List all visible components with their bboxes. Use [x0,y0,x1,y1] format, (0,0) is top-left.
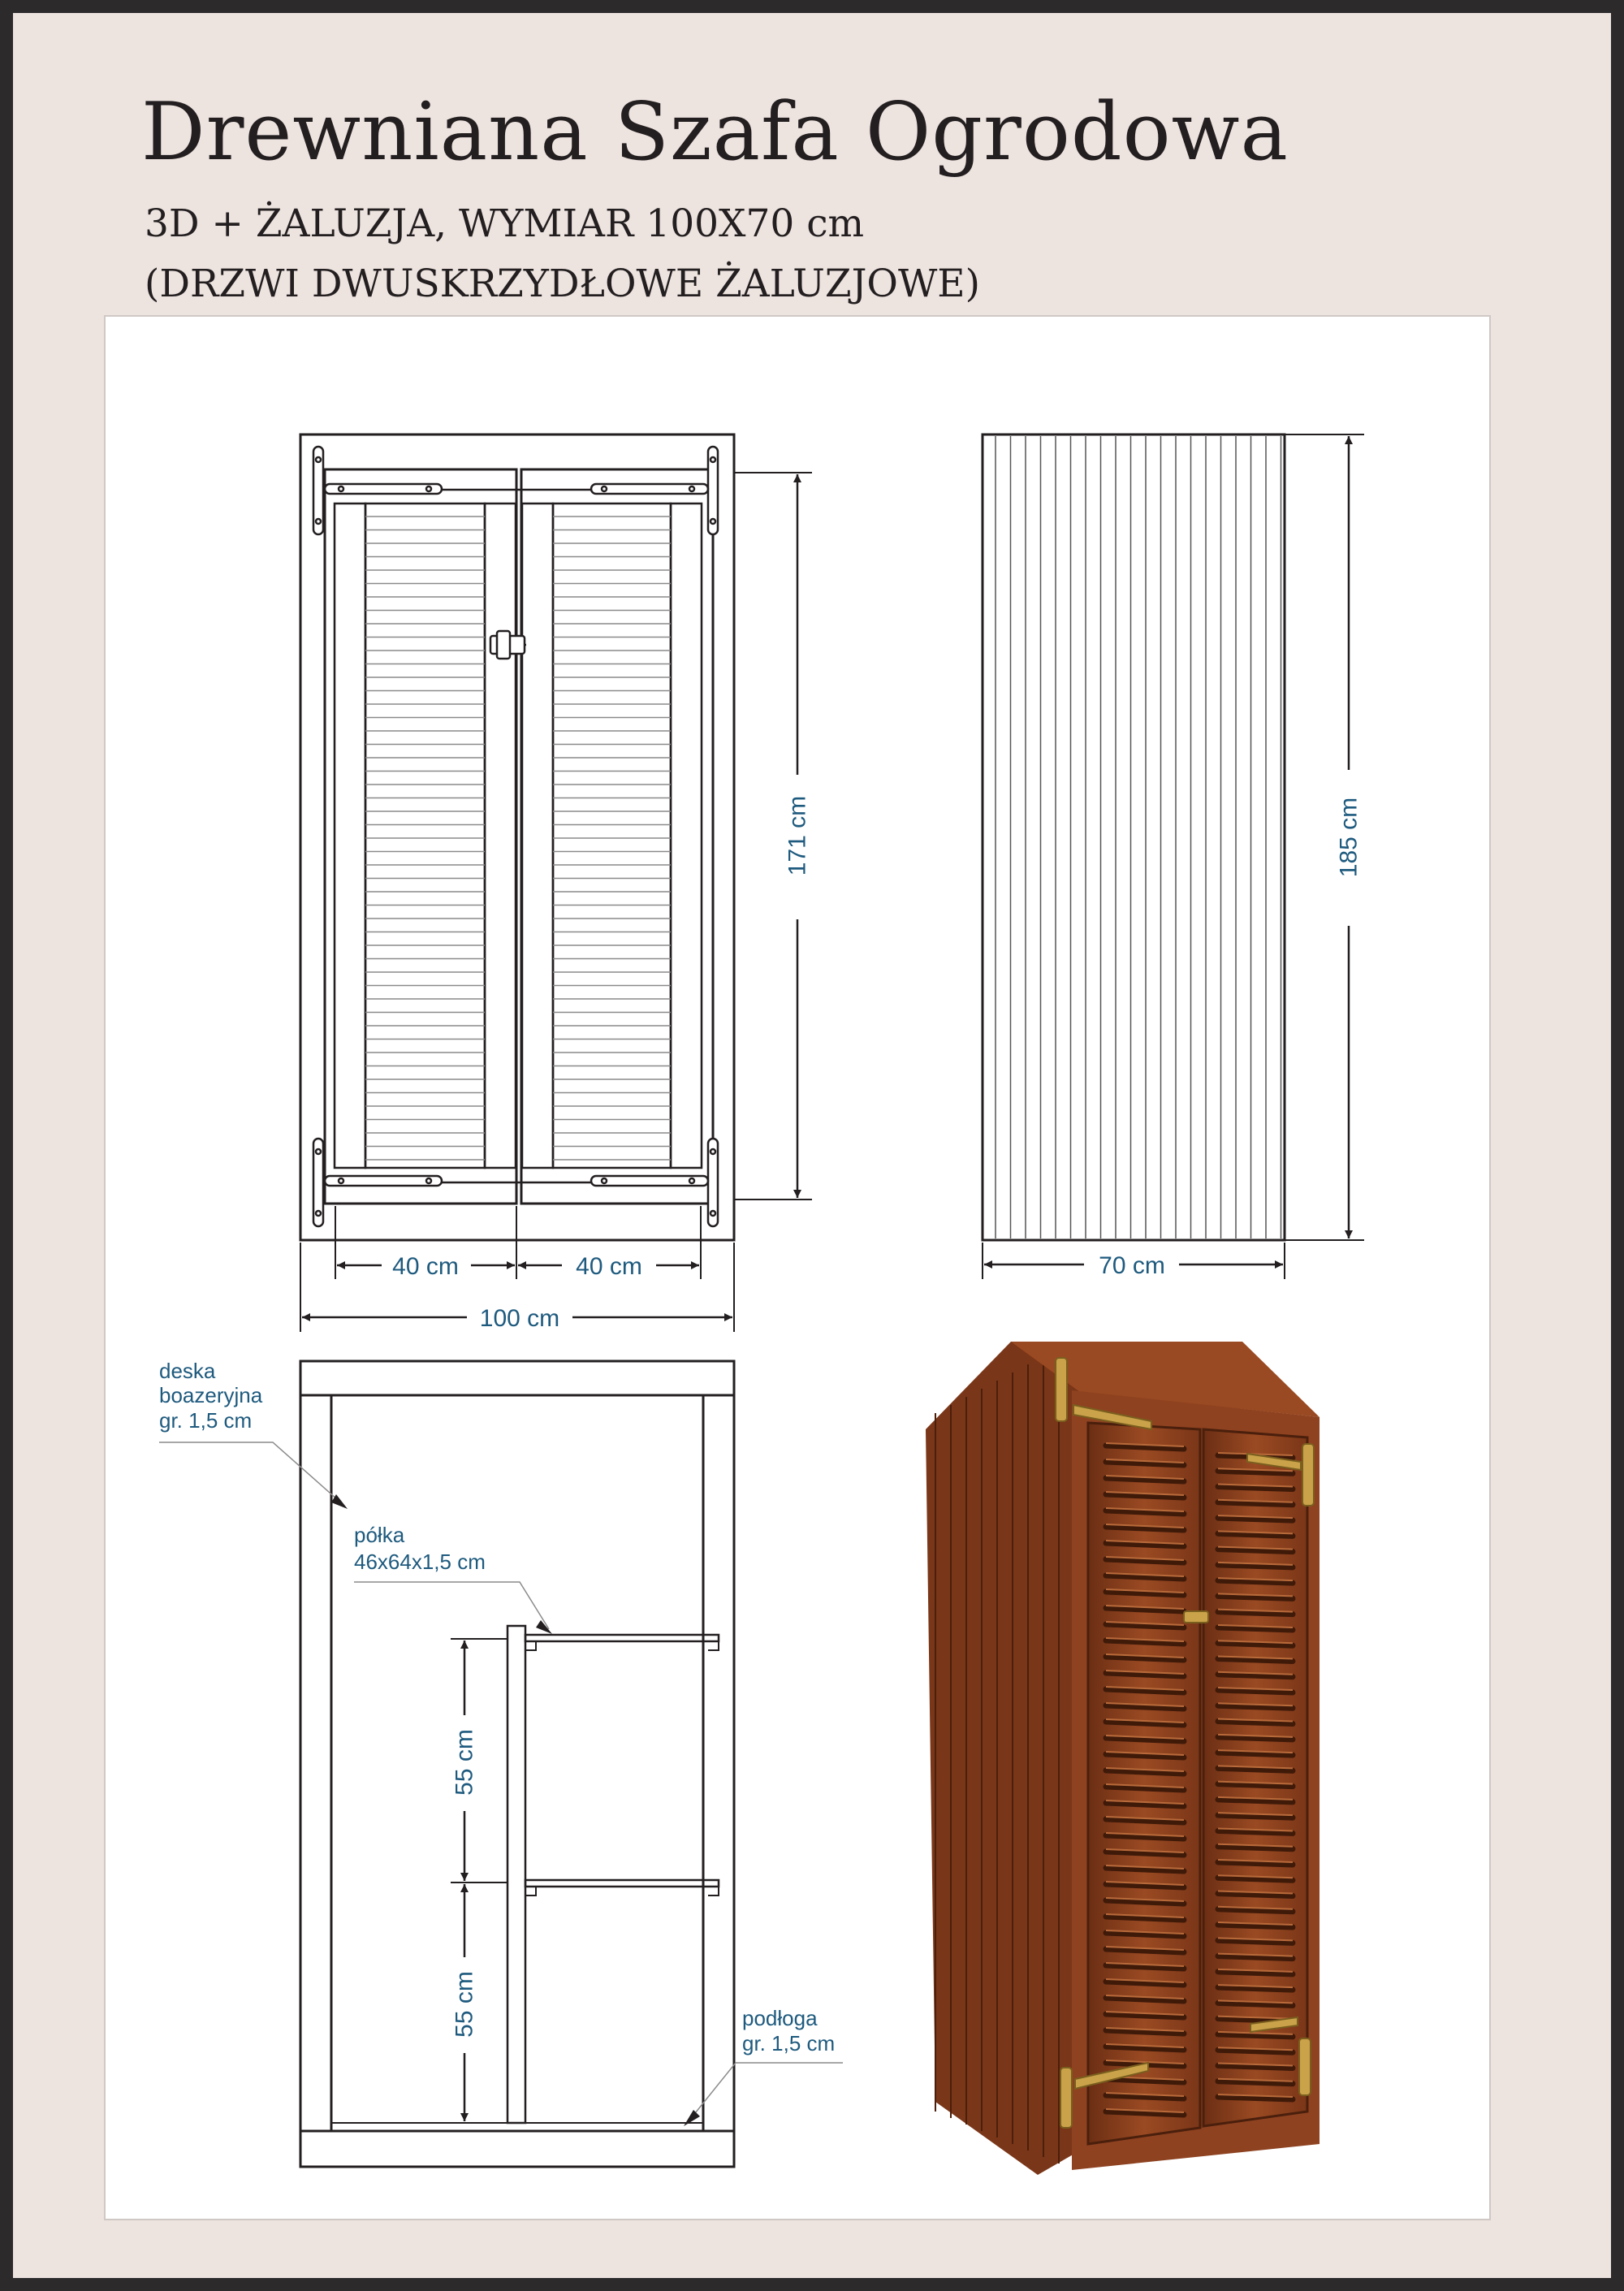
section-outer-frame [300,1361,734,2167]
louver-slats [365,517,671,1160]
right-door-stile-inner [522,504,553,1168]
left-leaf-width-label: 40 cm [392,1253,459,1280]
shelf-upper [525,1635,719,1641]
panel-note-line2: boazeryjna [159,1383,263,1407]
left-door-stile-outer [335,504,365,1168]
subtitle-line-1: 3D + ŻALUZJA, WYMIAR 100X70 cm [145,201,865,246]
right-door-frame [521,469,713,1204]
annotation-floor [684,2006,843,2126]
panel-note-line3: gr. 1,5 cm [159,1408,253,1433]
side-boards [996,436,1281,1238]
annotation-panel-board [159,1359,348,1509]
shelf-support-post [508,1626,525,2123]
cabinet-photo [926,1342,1320,2175]
photo-side-face [926,1342,1080,2175]
shelf-spacing-lower-label: 55 cm [451,1971,478,2038]
subtitle-line-2: (DRZWI DWUSKRZYDŁOWE ŻALUZJOWE) [145,262,980,306]
door-height-label: 171 cm [784,795,811,876]
right-louver-panel [553,504,671,1168]
shelf-note-line2: 46x64x1,5 cm [354,1550,486,1574]
shelf-spacing-upper-label: 55 cm [451,1729,478,1796]
right-leaf-width-label: 40 cm [576,1253,642,1280]
left-door-frame [325,469,516,1204]
shelf-lower [525,1880,719,1887]
page-title: Drewniana Szafa Ogrodowa [141,86,1289,179]
left-louver-panel [365,504,485,1168]
side-view [983,434,1285,1240]
section-view [300,1361,734,2167]
front-view [300,434,734,1240]
dimension-side [983,434,1364,1279]
left-door-stile-inner [485,504,516,1168]
door-latch [490,631,526,659]
dimension-front-widths [300,1206,734,1332]
dimension-front-height [734,473,812,1200]
right-door-stile-outer [671,504,702,1168]
shelf-note-line1: półka [354,1523,405,1547]
panel-note-line1: deska [159,1359,216,1383]
side-outer-frame [983,434,1285,1240]
annotation-shelf [354,1523,552,1634]
depth-label: 70 cm [1099,1252,1165,1279]
floor-note-line2: gr. 1,5 cm [742,2031,836,2055]
total-height-label: 185 cm [1335,797,1363,878]
floor-note-line1: podłoga [742,2006,818,2030]
total-width-label: 100 cm [479,1305,560,1332]
dimension-shelves [451,1639,508,2123]
